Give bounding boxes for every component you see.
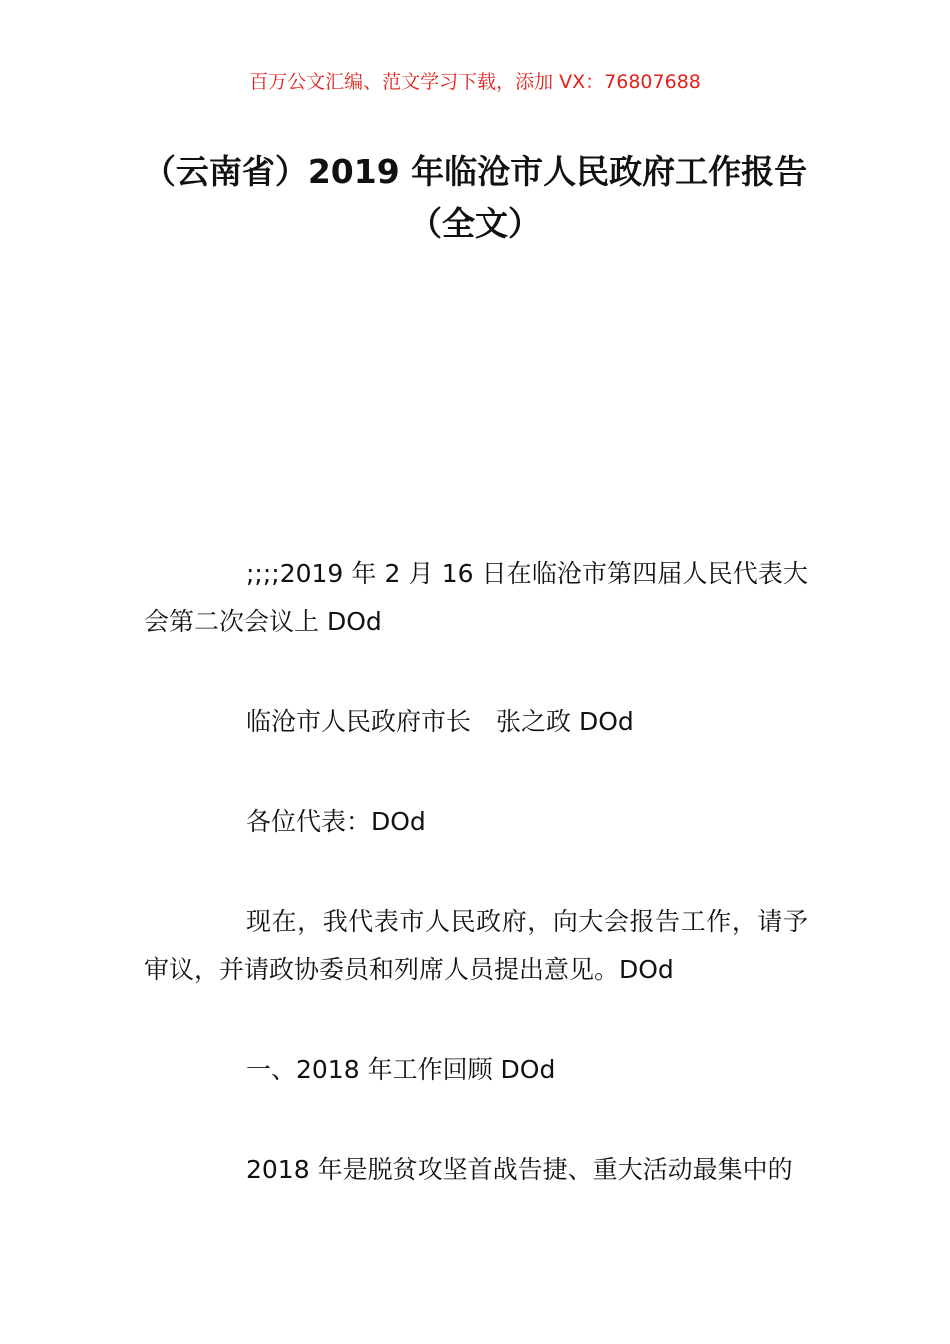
document-body	[144, 550, 808, 1246]
author-line: 临沧市人民政府市长 张之政 DOd	[246, 707, 634, 736]
salutation: 各位代表：DOd	[246, 807, 426, 836]
intro-paragraph: 现在，我代表市人民政府，向大会报告工作，请予审议，并请政协委员和列席人员提出意见。DOd	[144, 907, 808, 984]
section-heading: 一、2018 年工作回顾 DOd	[246, 1055, 556, 1084]
body-paragraph: 2018 年是脱贫攻坚首战告捷、重大活动最集中的	[246, 1155, 793, 1184]
watermark-banner: 百万公文汇编、范文学习下载，添加 VX：76807688	[249, 71, 701, 93]
meeting-line: ;;;;2019 年 2 月 16 日在临沧市第四届人民代表大会第二次会议上 DOd	[144, 559, 808, 636]
document-title: （云南省）2019 年临沧市人民政府工作报告（全文）	[142, 152, 808, 243]
